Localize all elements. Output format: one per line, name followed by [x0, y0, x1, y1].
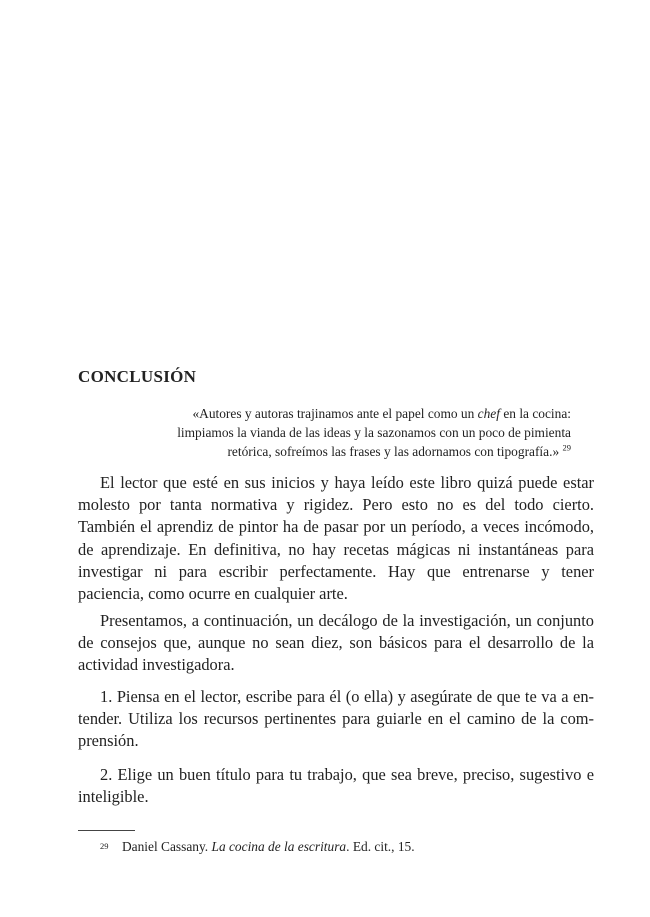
- body-paragraph-2: Presentamos, a continuación, un decálogo de la investigación, un conjunto de consejos que, aunque no sean diez, son básicos para el desarrollo de la actividad investigadora.: [78, 611, 594, 675]
- footnote: [100, 838, 415, 856]
- footnote-book-title: La cocina de la escritura: [211, 839, 347, 854]
- footnote-separator: [78, 830, 135, 831]
- epigraph-italic-word: chef: [477, 406, 500, 421]
- section-heading: CONCLUSIÓN: [78, 367, 197, 386]
- decalogue-item-1: 1. Piensa en el lector, escribe para él (o ella) y asegúrate de que te va a entender. Utiliza los recursos pertinentes para guiarle en el camino de la comprensión.: [78, 687, 594, 751]
- footnote-author: Daniel Cassany.: [122, 839, 212, 854]
- body-paragraph-1: El lector que esté en sus inicios y haya leído este libro quizá puede estar molesto por tanta normativa y rigidez. Pero esto no es del todo cierto. También el aprendiz de pintor ha de pasar por un período, a veces incómodo, de aprendizaje. En definitiva, no hay recetas mágicas ni instantáneas para investigar ni para escribir perfectamente. Hay que entrenarse y tener paciencia, como ocurre en cualquier arte.: [78, 473, 594, 604]
- footnote-number: 29: [100, 841, 109, 851]
- footnote-reference[interactable]: 29: [562, 442, 571, 453]
- epigraph-text-start: «Autores y autoras trajinamos ante el papel como un: [192, 406, 478, 421]
- footnote-citation: . Ed. cit., 15.: [346, 839, 415, 854]
- decalogue-item-2: 2. Elige un buen título para tu trabajo, que sea breve, preciso, sugestivo e inteligible.: [78, 765, 594, 807]
- epigraph-quote: [140, 404, 571, 461]
- epigraph-text-end: en la cocina: limpiamos la vianda de las ideas y la sazonamos con un poco de pimienta retórica, sofreímos las frases y las adornamos con tipografía.»: [177, 406, 571, 459]
